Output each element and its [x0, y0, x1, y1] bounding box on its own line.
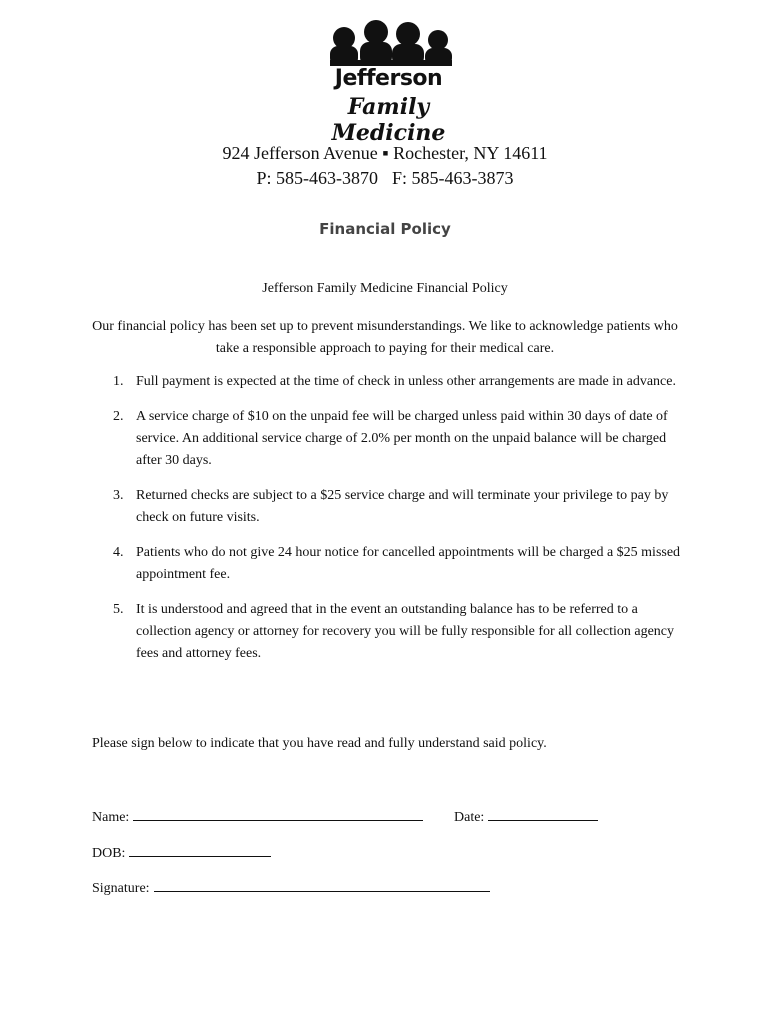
item-text: Full payment is expected at the time of check in unless other arrangements are made in advance.: [136, 374, 676, 389]
fax-number: F: 585-463-3873: [392, 168, 514, 188]
item-text: It is understood and agreed that in the event an outstanding balance has to be referred to a collection agency or attorney for recovery you will be fully responsible for all collection agency fees and attorney fees.: [136, 602, 675, 661]
phone-number: P: 585-463-3870: [256, 168, 378, 188]
dob-field: [92, 842, 271, 862]
name-label: Name:: [92, 810, 130, 825]
sign-instruction: Please sign below to indicate that you have read and fully understand said policy.: [92, 736, 547, 751]
contact-line: [0, 168, 770, 189]
family-silhouette-icon: [296, 20, 481, 68]
policy-item: [108, 542, 688, 586]
address-line: 924 Jefferson Avenue ▪ Rochester, NY 14611: [222, 143, 548, 163]
logo-family-medicine: Family Medicine: [331, 94, 446, 146]
name-field: [92, 806, 423, 826]
item-number: 5.: [113, 602, 124, 617]
item-text: A service charge of $10 on the unpaid fee will be charged unless paid within 30 days of date of service. An additional service charge of 2.0% per month on the unpaid balance will be charged after 30 days.: [136, 409, 668, 468]
policy-item: [108, 371, 688, 393]
item-number: 1.: [113, 374, 124, 389]
policy-list: [108, 371, 688, 678]
item-number: 3.: [113, 488, 124, 503]
signature-label: Signature:: [92, 881, 150, 896]
signature-line[interactable]: [154, 877, 490, 892]
signature-field: [92, 877, 490, 897]
practice-logo: [296, 20, 481, 146]
dob-label: DOB:: [92, 846, 126, 861]
date-field: [454, 806, 598, 826]
name-line[interactable]: [133, 806, 423, 821]
intro-paragraph: Our financial policy has been set up to prevent misunderstandings. We like to acknowledge patients who take a responsible approach to paying for their medical care.: [92, 319, 678, 356]
logo-jefferson: Jefferson: [334, 66, 443, 91]
policy-item: [108, 599, 688, 665]
item-number: 4.: [113, 545, 124, 560]
item-text: Patients who do not give 24 hour notice for cancelled appointments will be charged a $25 missed appointment fee.: [136, 545, 681, 582]
dob-line[interactable]: [129, 842, 271, 857]
policy-item: [108, 485, 688, 529]
item-number: 2.: [113, 409, 124, 424]
date-line[interactable]: [488, 806, 598, 821]
date-label: Date:: [454, 810, 485, 825]
policy-item: [108, 406, 688, 472]
item-text: Returned checks are subject to a $25 service charge and will terminate your privilege to pay by check on future visits.: [136, 488, 669, 525]
policy-subtitle: Jefferson Family Medicine Financial Policy: [262, 281, 508, 296]
page-title: Financial Policy: [319, 220, 451, 238]
